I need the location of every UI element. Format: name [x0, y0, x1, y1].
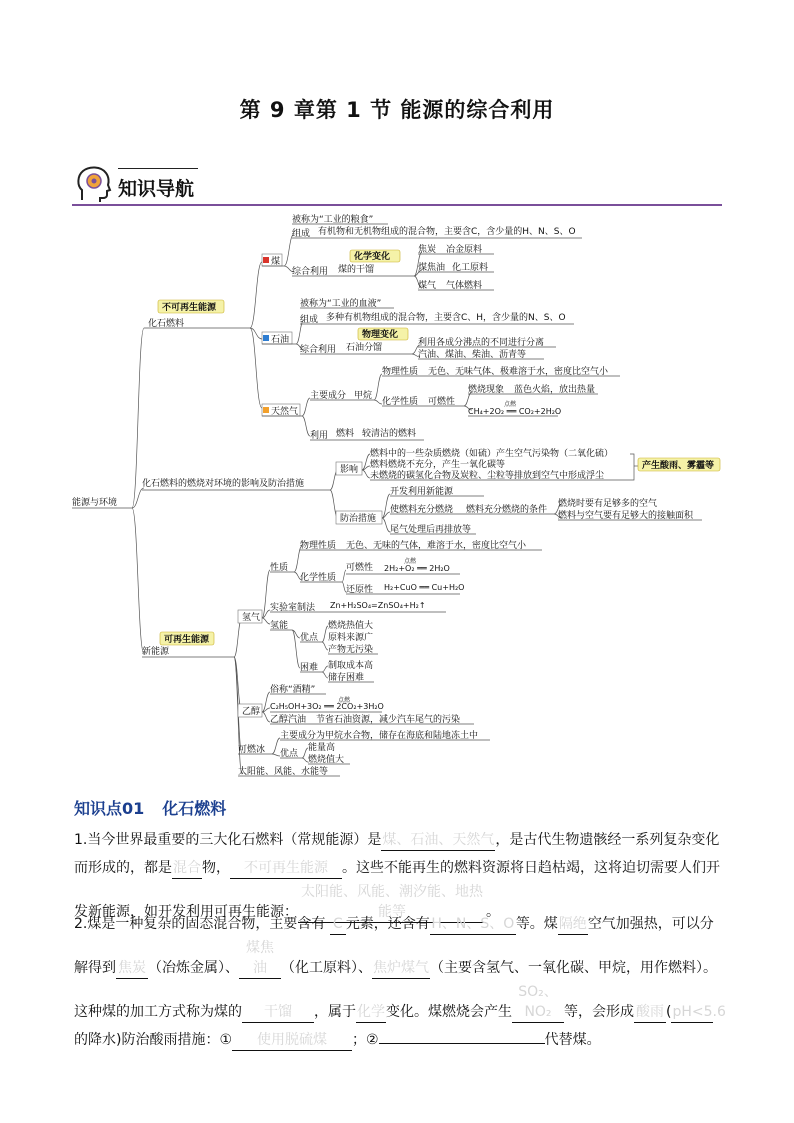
coal-use-label: 综合利用: [292, 267, 329, 277]
ng-use-label: 利用: [310, 431, 329, 441]
coal-dry: 煤的干馏: [338, 265, 375, 275]
coke: 焦炭: [418, 245, 437, 255]
p2-text-b: 元素，还含有: [345, 916, 430, 932]
svg-text:产生酸雨、雾霾等: 产生酸雨、雾霾等: [642, 461, 715, 471]
p2-blank-5[interactable]: 煤焦油: [239, 938, 281, 979]
node-natural-gas: 天然气: [271, 407, 299, 417]
tag-nonrenewable: [158, 300, 224, 313]
ng-phys: 无色、无味气体、极难溶于水，密度比空气小: [428, 367, 609, 377]
p2-blank-8[interactable]: 化学: [356, 1002, 386, 1023]
ng-burn: 蓝色火焰，放出热量: [514, 385, 596, 395]
impact-1: 燃料中的一些杂质燃烧（如硫）产生空气污染物（二氧化硫）: [370, 449, 614, 459]
prevent-2-cond: 燃料充分燃烧的条件: [466, 505, 548, 515]
root-node: 能源与环境: [72, 498, 118, 508]
p2-text-j: 等，会形成: [564, 1004, 634, 1020]
p1-text-d: 。这些不能再生的燃料资源将日趋枯竭，这将迫切需要人们开发新能源，如开发利用可再生能源：: [74, 860, 720, 920]
section-title: 化石燃料: [162, 799, 227, 818]
svg-text:可再生能源: 可再生能源: [164, 635, 210, 645]
p1-blank-4[interactable]: 太阳能、风能、潮汐能、地热能等: [298, 882, 486, 923]
oil-alias: 被称为“工业的血液”: [300, 299, 382, 309]
paragraph-2: [74, 910, 724, 1054]
tag-chem-change: [350, 250, 400, 262]
node-other-energy: 太阳能、风能、水能等: [238, 767, 329, 777]
p2-text-a: 2.煤是一种复杂的固态混合物，主要含有: [74, 916, 330, 932]
p2-text-g: （主要含氢气、一氧化碳、甲烷，用作燃料）。这种煤的加工方式称为煤的: [74, 960, 717, 1020]
p2-text-d: 空气加强热，可以分解得到: [74, 916, 714, 976]
h2-phys: 无色、无味的气体，难溶于水，密度比空气小: [346, 541, 527, 551]
tag-impact-result: [638, 458, 720, 471]
ng-burn-label: 燃烧现象: [468, 385, 505, 395]
ng-fuel: 燃料: [336, 429, 355, 439]
cond-2: 燃料与空气要有足够大的接触面积: [558, 511, 694, 521]
gas-use: 气体燃料: [446, 281, 483, 291]
oil-frac-desc: 利用各成分沸点的不同进行分离: [418, 338, 545, 348]
impact-3: 未燃烧的碳氢化合物及炭粒、尘粒等排放到空气中形成浮尘: [370, 471, 605, 481]
h2-red-eq: H₂+CuO ══ Cu+H₂O: [384, 583, 465, 592]
nav-header: [72, 160, 722, 208]
section-heading: [74, 796, 226, 819]
prevent-1: 开发利用新能源: [390, 487, 454, 497]
p2-text-m: ；②: [352, 1032, 379, 1048]
h2-energy: 氢能: [270, 621, 289, 631]
svg-text:化学变化: 化学变化: [354, 252, 391, 262]
node-hydrogen: 氢气: [242, 613, 261, 623]
p2-text-c: 等。煤: [515, 916, 558, 932]
tag-renewable: [160, 632, 214, 645]
coal-comp: 有机物和无机物组成的混合物，主要含C，含少量的H、N、S、O: [318, 227, 576, 237]
coal-comp-label: 组成: [292, 229, 311, 239]
p2-blank-11[interactable]: pH<5.6: [671, 1002, 713, 1023]
oil-frac: 石油分馏: [346, 343, 383, 353]
ng-equation: CH₄+2O₂ ══ CO₂+2H₂O: [468, 407, 562, 416]
svg-text:物理变化: 物理变化: [362, 330, 399, 340]
ice-main: 主要成分为甲烷水合物，储存在海底和陆地冻土中: [280, 731, 479, 741]
oil-products: 汽油、煤油、柴油、沥青等: [418, 350, 527, 360]
oil-comp-label: 组成: [300, 315, 319, 325]
node-impact: 影响: [340, 465, 359, 475]
ng-ignite-mark: 点燃: [504, 401, 517, 408]
p1-text-b: ，是古代生物遗骸经一系列复杂变化而形成的，都是: [74, 832, 720, 876]
tag-phys-change: [358, 328, 408, 340]
h2-diff-2: 储存困难: [328, 673, 365, 683]
p2-blank-4[interactable]: 焦炭: [116, 958, 148, 979]
p2-blank-7[interactable]: 干馏: [242, 1002, 314, 1023]
h2-lab-eq: Zn+H₂SO₄=ZnSO₄+H₂↑: [330, 601, 426, 610]
oil-comp: 多种有机物组成的混合物，主要含C、H，含少量的N、S、O: [326, 313, 566, 323]
tar-use: 化工原料: [452, 263, 489, 273]
h2-lab-label: 实验室制法: [270, 603, 316, 613]
h2-adv-1: 燃烧热值大: [328, 621, 374, 631]
eth-alias: 俗称“酒精”: [270, 685, 316, 695]
mind-map: [64, 208, 744, 788]
p2-blank-1[interactable]: C: [330, 914, 346, 935]
p2-blank-9[interactable]: SO₂、NO₂: [512, 982, 564, 1023]
svg-text:不可再生能源: 不可再生能源: [162, 303, 217, 313]
p2-text-e: （冶炼金属）、: [148, 960, 239, 976]
head-gear-icon: [74, 164, 114, 204]
methane: 甲烷: [354, 391, 373, 401]
eth-gas-label: 乙醇汽油: [270, 715, 307, 725]
ng-clean: 较清洁的燃料: [362, 429, 417, 439]
node-oil: 石油: [271, 335, 290, 345]
coal-gas: 煤气: [418, 281, 437, 291]
node-combustible-ice: 可燃冰: [238, 745, 266, 755]
oil-use-label: 综合利用: [300, 345, 337, 355]
node-fossil-fuel: 化石燃料: [148, 319, 185, 329]
p1-text-e: 。: [486, 904, 500, 920]
p1-blank-3[interactable]: 不可再生能源: [230, 858, 342, 879]
p2-text-h: ，属于: [314, 1004, 356, 1020]
page-title: 第 9 章第 1 节 能源的综合利用: [239, 98, 555, 122]
h2-chem-label: 化学性质: [300, 573, 337, 583]
ng-chem-label: 化学性质: [382, 397, 419, 407]
h2-diff-label: 困难: [300, 663, 319, 673]
eth-ignite-mark: 点燃: [338, 697, 351, 704]
h2-phys-label: 物理性质: [300, 541, 337, 551]
tar: 煤焦油: [418, 263, 446, 273]
section-number: 知识点01: [74, 799, 145, 818]
coke-use: 冶金原料: [446, 245, 483, 255]
p2-blank-6[interactable]: 焦炉煤气: [372, 958, 430, 979]
p1-text-a: 1.当今世界最重要的三大化石燃料（常规能源）是: [74, 832, 382, 848]
ng-flam: 可燃性: [428, 397, 456, 407]
h2-flam: 可燃性: [346, 563, 374, 573]
ice-adv-label: 优点: [280, 749, 299, 759]
p2-blank-10[interactable]: 酸雨: [634, 1002, 666, 1023]
h2-ignite-mark: 点燃: [404, 558, 417, 565]
h2-prop: 性质: [270, 563, 289, 573]
ng-phys-label: 物理性质: [382, 367, 419, 377]
p2-blank-13[interactable]: [379, 1043, 545, 1044]
p2-text-i: 变化。煤燃烧会产生: [386, 1004, 512, 1020]
node-new-energy: 新能源: [142, 647, 170, 657]
p1-blank-2[interactable]: 混合: [172, 858, 202, 879]
p2-blank-3[interactable]: 隔绝: [558, 914, 588, 935]
p2-text-l: 的降水)防治酸雨措施：①: [74, 1032, 233, 1048]
p2-text-n: 代替煤。: [544, 1032, 601, 1048]
h2-adv-label: 优点: [300, 633, 319, 643]
h2-diff-1: 制取成本高: [328, 661, 374, 671]
node-coal: 煤: [271, 257, 281, 267]
h2-flam-eq: 2H₂+O₂ ══ 2H₂O: [384, 564, 450, 573]
p2-blank-12[interactable]: 使用脱硫煤: [232, 1030, 352, 1051]
p2-blank-2[interactable]: H、N、S、O: [430, 914, 516, 935]
eth-gas: 节省石油资源，减少汽车尾气的污染: [316, 715, 461, 725]
impact-2: 燃料燃烧不充分，产生一氧化碳等: [370, 460, 506, 470]
h2-red: 还原性: [346, 585, 374, 595]
node-impact-branch: 化石燃料的燃烧对环境的影响及防治措施: [142, 479, 305, 489]
node-prevent: 防治措施: [340, 514, 377, 524]
prevent-3: 尾气处理后再排放等: [390, 525, 472, 535]
h2-adv-2: 原料来源广: [328, 633, 374, 643]
p2-text-k: (: [666, 1004, 672, 1020]
coal-alias: 被称为“工业的粮食”: [292, 215, 374, 225]
node-ethanol: 乙醇: [242, 707, 261, 717]
nav-header-label: 知识导航: [118, 178, 195, 200]
cond-1: 燃烧时要有足够多的空气: [558, 499, 658, 509]
h2-adv-3: 产物无污染: [328, 645, 374, 655]
ice-adv-1: 能量高: [308, 743, 336, 753]
prevent-2: 使燃料充分燃烧: [390, 505, 454, 515]
eth-eq: C₂H₅OH+3O₂ ══ 2CO₂+3H₂O: [270, 702, 384, 711]
p2-text-f: （化工原料）、: [281, 960, 372, 976]
ng-main-label: 主要成分: [310, 391, 347, 401]
ice-adv-2: 燃烧值大: [308, 755, 345, 765]
p1-text-c: 物，: [202, 860, 230, 876]
p1-blank-1[interactable]: 煤、石油、天然气: [381, 830, 495, 851]
